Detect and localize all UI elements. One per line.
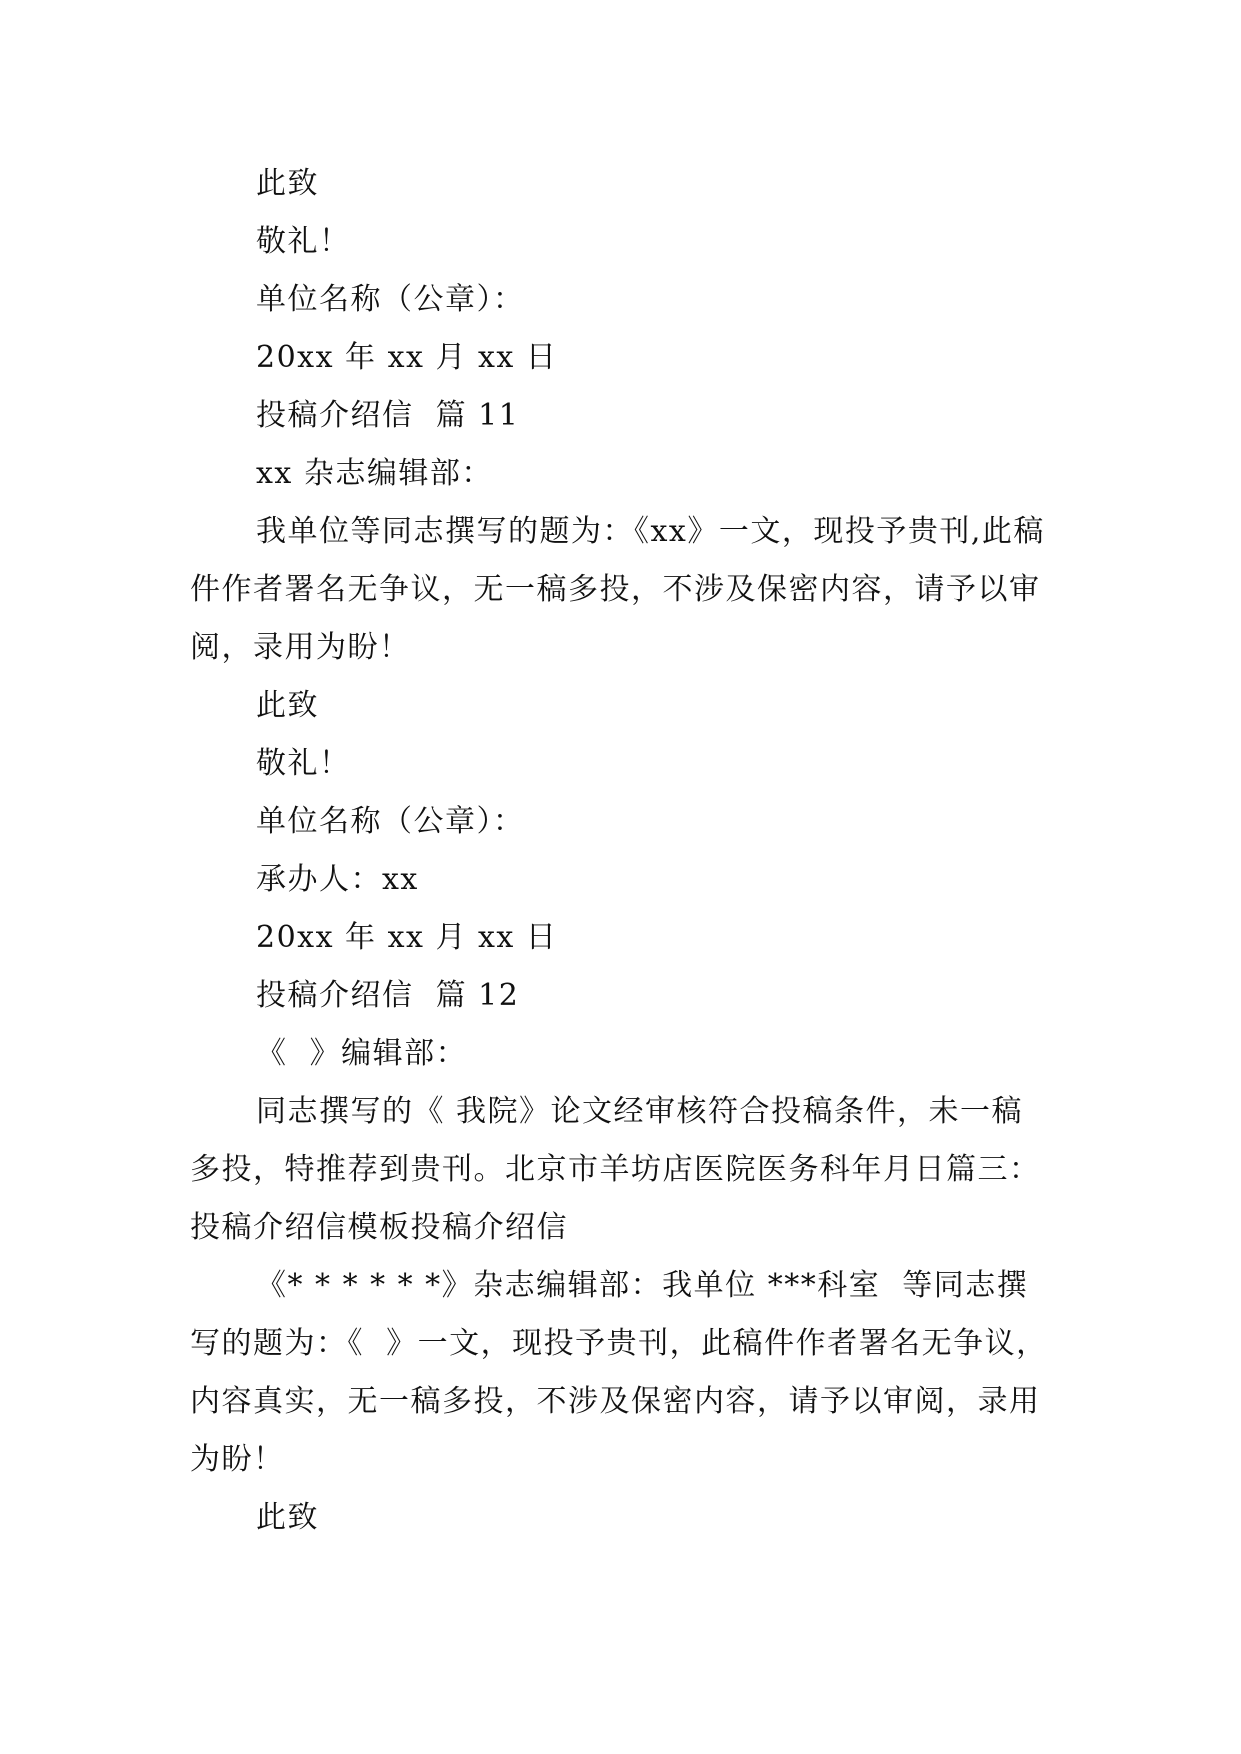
date-line: 20xx 年 xx 月 xx 日	[256, 920, 558, 955]
body-paragraph: 《* * * * * *》杂志编辑部：我单位 ***科室 等同志撰写的题为：《 》一文，现投予贵刊，此稿件作者署名无争议，内容真实，无一稿多投，不涉及保密内容，请予以审阅，录用为盼！	[190, 1268, 1048, 1477]
addressee-line: 《 》编辑部：	[256, 1036, 468, 1071]
closing-salutation: 此致	[256, 688, 319, 723]
closing-salutation: 此致	[256, 166, 319, 201]
closing-regards: 敬礼！	[256, 224, 351, 259]
body-paragraph: 同志撰写的《 我院》论文经审核符合投稿条件，未一稿多投，特推荐到贵刊。北京市羊坊店医院医务科年月日篇三：投稿介绍信模板投稿介绍信	[190, 1094, 1041, 1245]
document-body	[190, 155, 1052, 1547]
unit-name-line: 单位名称（公章）：	[256, 804, 525, 839]
date-line: 20xx 年 xx 月 xx 日	[256, 340, 558, 375]
unit-name-line: 单位名称（公章）：	[256, 282, 525, 317]
body-paragraph: 我单位等同志撰写的题为：《xx》一文，现投予贵刊,此稿件作者署名无争议，无一稿多投，不涉及保密内容，请予以审阅，录用为盼！	[190, 514, 1045, 665]
closing-salutation: 此致	[256, 1500, 319, 1535]
addressee-line: xx 杂志编辑部：	[256, 456, 493, 491]
section-heading: 投稿介绍信 篇 12	[256, 978, 520, 1013]
section-heading: 投稿介绍信 篇 11	[256, 398, 520, 433]
closing-regards: 敬礼！	[256, 746, 351, 781]
handler-line: 承办人：xx	[256, 862, 419, 897]
